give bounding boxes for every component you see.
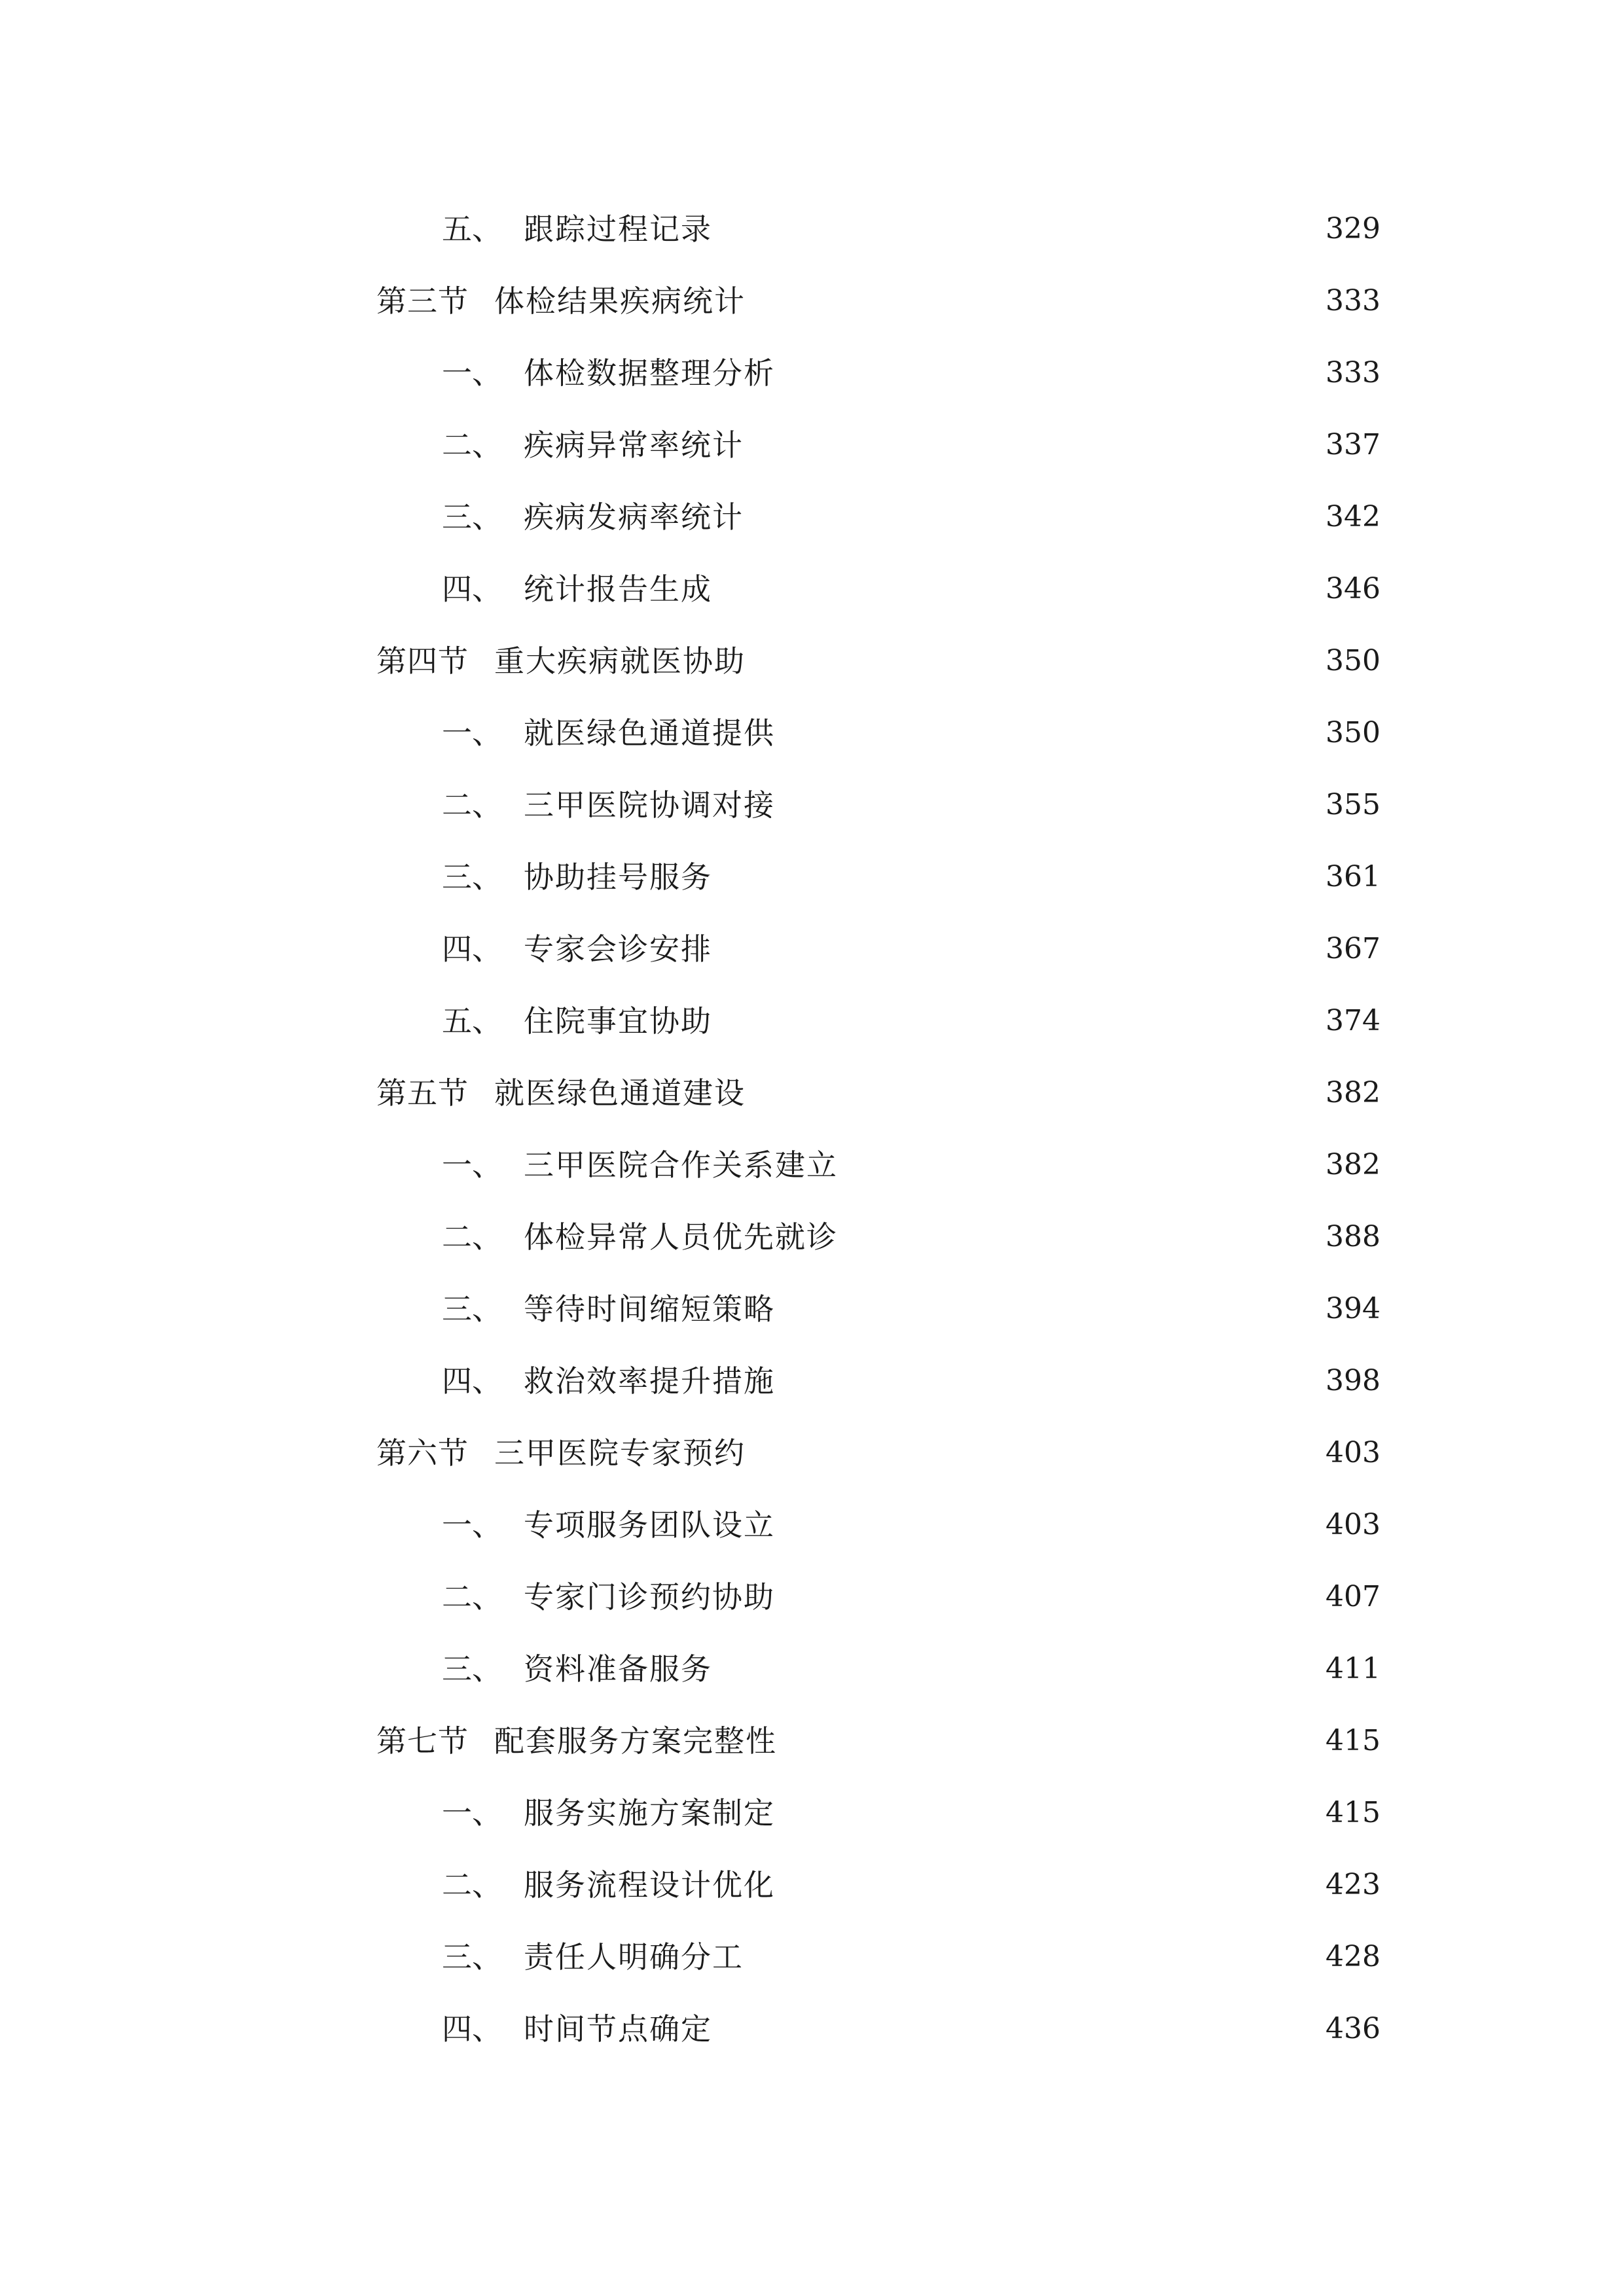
toc-entry-number: 四、 — [442, 2011, 502, 2047]
toc-entry-number: 二、 — [442, 1219, 502, 1255]
toc-section-number: 第五节 — [376, 1075, 469, 1111]
toc-entry-page: 428 — [1326, 1940, 1380, 1973]
toc-entry[interactable] — [442, 1208, 1378, 1266]
toc-entry-number: 一、 — [442, 715, 502, 751]
toc-entry-page: 329 — [1326, 212, 1380, 245]
toc-entry[interactable] — [442, 776, 1378, 834]
toc-entry-title: 协助挂号服务 — [524, 859, 712, 895]
toc-entry-title: 三甲医院合作关系建立 — [524, 1147, 838, 1183]
toc-section-title: 重大疾病就医协助 — [494, 643, 746, 679]
dot-leader — [750, 1928, 1316, 1986]
toc-entry-number: 一、 — [442, 1147, 502, 1183]
dot-leader — [782, 1496, 1316, 1554]
toc-entry-title: 疾病发病率统计 — [524, 499, 744, 535]
dot-leader — [782, 1856, 1316, 1914]
toc-entry[interactable] — [442, 1568, 1378, 1626]
toc-entry-title: 专家门诊预约协助 — [524, 1579, 775, 1615]
dot-leader — [719, 848, 1316, 906]
toc-entry-page: 355 — [1326, 788, 1380, 821]
toc-entry-number: 三、 — [442, 1291, 502, 1327]
dot-leader — [750, 416, 1316, 475]
toc-entry-title: 体检异常人员优先就诊 — [524, 1219, 838, 1255]
toc-entry-page: 423 — [1326, 1868, 1380, 1901]
toc-entry-page: 407 — [1326, 1580, 1380, 1613]
toc-entry-title: 住院事宜协助 — [524, 1003, 712, 1039]
toc-entry[interactable] — [442, 488, 1378, 547]
toc-section[interactable] — [376, 1424, 1378, 1482]
toc-section-number: 第四节 — [376, 643, 469, 679]
toc-entry[interactable] — [442, 1496, 1378, 1554]
dot-leader — [782, 776, 1316, 834]
toc-entry[interactable] — [442, 992, 1378, 1050]
dot-leader — [844, 1208, 1316, 1266]
toc-entry-number: 四、 — [442, 1363, 502, 1399]
toc-entry-number: 二、 — [442, 427, 502, 463]
toc-entry[interactable] — [442, 200, 1378, 259]
toc-section-number: 第三节 — [376, 283, 469, 319]
dot-leader — [752, 272, 1316, 331]
toc-entry[interactable] — [442, 1640, 1378, 1698]
toc-section-page: 403 — [1326, 1436, 1380, 1469]
toc-entry-number: 三、 — [442, 859, 502, 895]
toc-entry-title: 服务实施方案制定 — [524, 1795, 775, 1831]
toc-entry-number: 三、 — [442, 1651, 502, 1687]
toc-entry[interactable] — [442, 1928, 1378, 1986]
toc-entry-page: 394 — [1326, 1292, 1380, 1325]
toc-entry-title: 专家会诊安排 — [524, 931, 712, 967]
dot-leader — [719, 1640, 1316, 1698]
toc-entry[interactable] — [442, 416, 1378, 475]
toc-entry-page: 388 — [1326, 1220, 1380, 1253]
toc-section-number: 第六节 — [376, 1435, 469, 1471]
dot-leader — [752, 1424, 1316, 1482]
toc-entry-number: 二、 — [442, 1579, 502, 1615]
toc-entry-number: 一、 — [442, 355, 502, 391]
toc-entry-title: 时间节点确定 — [524, 2011, 712, 2047]
toc-entry[interactable] — [442, 1352, 1378, 1410]
toc-entry-title: 就医绿色通道提供 — [524, 715, 775, 751]
dot-leader — [782, 1352, 1316, 1410]
toc-entry-title: 疾病异常率统计 — [524, 427, 744, 463]
toc-entry[interactable] — [442, 1856, 1378, 1914]
toc-entry-page: 333 — [1326, 356, 1380, 389]
toc-entry-title: 等待时间缩短策略 — [524, 1291, 775, 1327]
toc-section-title: 体检结果疾病统计 — [494, 283, 746, 319]
toc-entry-title: 体检数据整理分析 — [524, 355, 775, 391]
toc-entry[interactable] — [442, 848, 1378, 906]
dot-leader — [844, 1136, 1316, 1194]
toc-entry-page: 350 — [1326, 716, 1380, 749]
toc-section-title: 三甲医院专家预约 — [494, 1435, 746, 1471]
dot-leader — [719, 560, 1316, 619]
dot-leader — [752, 632, 1316, 691]
dot-leader — [782, 1784, 1316, 1842]
toc-entry[interactable] — [442, 704, 1378, 762]
toc-entry[interactable] — [442, 560, 1378, 619]
toc-entry-title: 责任人明确分工 — [524, 1939, 744, 1975]
toc-entry-title: 救治效率提升措施 — [524, 1363, 775, 1399]
toc-entry-number: 三、 — [442, 499, 502, 535]
toc-entry-page: 374 — [1326, 1004, 1380, 1037]
toc-entry-page: 337 — [1326, 428, 1380, 461]
toc-entry-number: 一、 — [442, 1507, 502, 1543]
toc-entry-title: 统计报告生成 — [524, 571, 712, 607]
dot-leader — [784, 1712, 1316, 1770]
toc-entry-page: 403 — [1326, 1508, 1380, 1541]
toc-entry[interactable] — [442, 2000, 1378, 2058]
dot-leader — [719, 920, 1316, 978]
dot-leader — [719, 992, 1316, 1050]
toc-entry-page: 411 — [1326, 1652, 1380, 1685]
toc-section[interactable] — [376, 1712, 1378, 1770]
dot-leader — [782, 1280, 1316, 1338]
toc-entry-number: 五、 — [442, 1003, 502, 1039]
toc-entry-number: 四、 — [442, 931, 502, 967]
toc-entry-title: 三甲医院协调对接 — [524, 787, 775, 823]
toc-entry-page: 342 — [1326, 500, 1380, 533]
dot-leader — [750, 488, 1316, 547]
toc-section-page: 382 — [1326, 1076, 1380, 1109]
toc-section[interactable] — [376, 1064, 1378, 1122]
toc-section-number: 第七节 — [376, 1723, 469, 1759]
toc-entry-title: 专项服务团队设立 — [524, 1507, 775, 1543]
toc-section-page: 415 — [1326, 1724, 1380, 1757]
toc-entry-number: 四、 — [442, 571, 502, 607]
toc-entry[interactable] — [442, 920, 1378, 978]
dot-leader — [719, 2000, 1316, 2058]
dot-leader — [719, 200, 1316, 259]
toc-entry[interactable] — [442, 1784, 1378, 1842]
toc-section-title: 配套服务方案完整性 — [494, 1723, 777, 1759]
toc-entry-number: 二、 — [442, 1867, 502, 1903]
toc-section[interactable] — [376, 272, 1378, 331]
toc-entry-title: 跟踪过程记录 — [524, 211, 712, 247]
dot-leader — [782, 704, 1316, 762]
toc-entry-page: 346 — [1326, 572, 1380, 605]
toc-section-page: 350 — [1326, 644, 1380, 677]
dot-leader — [752, 1064, 1316, 1122]
toc-entry[interactable] — [442, 344, 1378, 403]
dot-leader — [782, 344, 1316, 403]
toc-entry-number: 一、 — [442, 1795, 502, 1831]
toc-entry-number: 五、 — [442, 211, 502, 247]
toc-entry-title: 服务流程设计优化 — [524, 1867, 775, 1903]
toc-entry-page: 361 — [1326, 860, 1380, 893]
toc-entry[interactable] — [442, 1280, 1378, 1338]
toc-entry-number: 三、 — [442, 1939, 502, 1975]
toc-entry-page: 367 — [1326, 932, 1380, 965]
toc-entry[interactable] — [442, 1136, 1378, 1194]
toc-entry-page: 436 — [1326, 2012, 1380, 2045]
dot-leader — [782, 1568, 1316, 1626]
toc-entry-page: 398 — [1326, 1364, 1380, 1397]
toc-entry-title: 资料准备服务 — [524, 1651, 712, 1687]
toc-section-title: 就医绿色通道建设 — [494, 1075, 746, 1111]
toc-section-page: 333 — [1326, 284, 1380, 317]
toc-entry-page: 382 — [1326, 1148, 1380, 1181]
toc-section[interactable] — [376, 632, 1378, 691]
toc-entry-number: 二、 — [442, 787, 502, 823]
toc-entry-page: 415 — [1326, 1796, 1380, 1829]
